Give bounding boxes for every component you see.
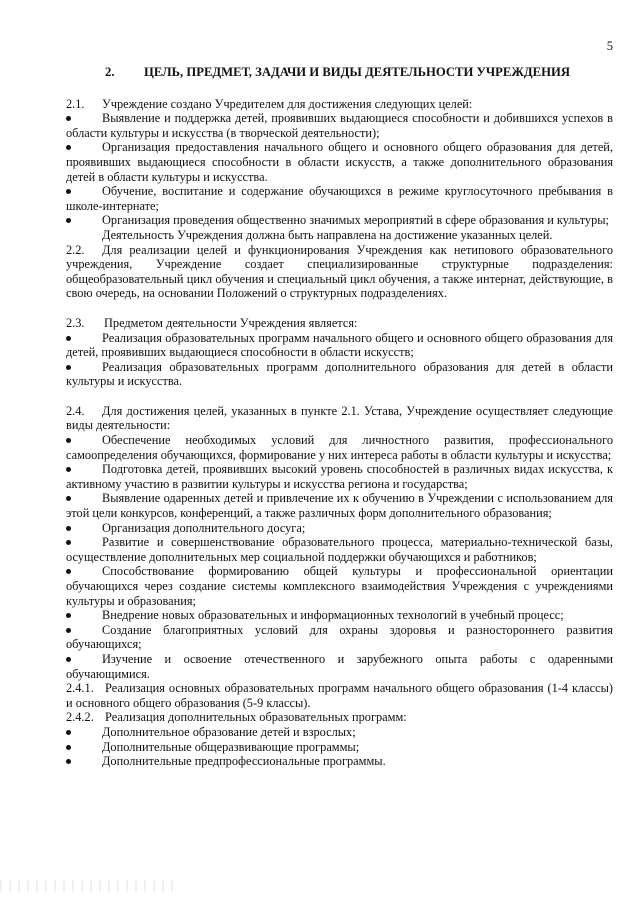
- list-item-text: Дополнительное образование детей и взрослых;: [102, 724, 356, 739]
- list-item: [66, 213, 613, 228]
- list-item: [66, 652, 613, 681]
- clause-2-3: [66, 316, 613, 331]
- bullet-icon: [66, 145, 71, 150]
- clause-text: Предметом деятельности Учреждения является:: [104, 315, 358, 330]
- list-item-text: Создание благоприятных условий для охраны здоровья и разностороннего развития обучающихся;: [66, 622, 613, 652]
- list-item-text: Реализация образовательных программ дополнительного образования для детей в области культуры и искусства.: [66, 359, 613, 389]
- list-item-text: Дополнительные общеразвивающие программы;: [102, 739, 360, 754]
- list-item: [66, 360, 613, 389]
- clause-number: 2.3.: [66, 315, 85, 330]
- list-item: [66, 491, 613, 520]
- clause-text: Учреждение создано Учредителем для достижения следующих целей:: [102, 96, 473, 111]
- list-item-text: Выявление и поддержка детей, проявивших выдающиеся способности и добившихся успехов в области культуры и искусства (в творческой деятельности);: [66, 111, 613, 140]
- bullet-icon: [66, 116, 71, 121]
- section-heading-number: 2.: [105, 65, 115, 79]
- list-item: [66, 140, 613, 184]
- list-item: [66, 608, 613, 623]
- list-item: [66, 535, 613, 564]
- bullet-icon: [66, 336, 71, 341]
- list-item-text: Подготовка детей, проявивших высокий уровень способностей в различных видах искусства, к активному участию в развитии культуры и искусства региона и государства;: [66, 462, 613, 491]
- bullet-icon: [66, 759, 71, 764]
- clause-2-4: [66, 404, 613, 433]
- list-item: [66, 754, 613, 769]
- bullet-icon: [66, 745, 71, 750]
- clause-2-1: [66, 97, 613, 112]
- list-item: [66, 433, 613, 462]
- list-item: [66, 111, 613, 140]
- bullet-icon: [66, 467, 71, 472]
- clause-number: 2.4.2.: [66, 710, 94, 725]
- bullet-icon: [66, 526, 71, 531]
- bullet-icon: [66, 657, 71, 662]
- list-item-text: Реализация образовательных программ начального общего и основного общего образования для детей, проявивших выдающиеся способности в области искусств;: [66, 330, 613, 360]
- list-item-text: Развитие и совершенствование образовательного процесса, материально-технической базы, осуществление дополнительных мер социальной поддержки обучающихся и работников;: [66, 535, 613, 564]
- clause-number: 2.1.: [66, 96, 85, 111]
- list-item-text: Способствование формированию общей культуры и профессиональной ориентации обучающихся через создание системы комплексного взаимодействия Учреждения с учреждениями культуры и образования;: [66, 564, 613, 608]
- bullet-icon: [66, 730, 71, 735]
- clause-text: Для достижения целей, указанных в пункте 2.1. Устава, Учреждение осуществляет следующие виды деятельности:: [66, 403, 613, 433]
- list-item: [66, 462, 613, 491]
- list-item-text: Обеспечение необходимых условий для личностного развития, профессионального самоопределения обучающихся, формирование у них интереса работы в области культуры и искусства;: [66, 433, 613, 462]
- scan-artifact: [0, 880, 180, 892]
- list-item-text: Внедрение новых образовательных и информационных технологий в учебный процесс;: [102, 608, 564, 623]
- clause-2-2: [66, 243, 613, 301]
- bullet-icon: [66, 628, 71, 633]
- bullet-icon: [66, 540, 71, 545]
- clause-closing-text: Деятельность Учреждения должна быть направлена на достижение указанных целей.: [102, 227, 553, 242]
- bullet-icon: [66, 496, 71, 501]
- list-item: [66, 740, 613, 755]
- clause-text: Реализация основных образовательных программ начального общего образования (1-4 классы) и основного общего образования (5-9 классы).: [66, 681, 613, 710]
- list-item-text: Обучение, воспитание и содержание обучающихся в режиме круглосуточного пребывания в школе-интернате;: [66, 184, 613, 213]
- list-item: [66, 331, 613, 360]
- clause-text: Для реализации целей и функционирования Учреждения как нетипового образовательного учреждения, Учреждение создает специализированные структурные подразделения: общеобразовательный цикл обучения и специальный цикл обучения, а также интернат, действующие, в свою очередь, на основании Положений о структурных подразделениях.: [66, 242, 613, 301]
- bullet-icon: [66, 218, 71, 223]
- list-item-text: Организация дополнительного досуга;: [102, 520, 306, 535]
- document-page: [66, 65, 613, 769]
- list-item: [66, 564, 613, 608]
- clause-number: 2.2.: [66, 242, 85, 257]
- list-item-text: Дополнительные предпрофессиональные программы.: [102, 754, 386, 769]
- clause-2-4-2: [66, 710, 613, 725]
- bullet-icon: [66, 438, 71, 443]
- list-item: [66, 184, 613, 213]
- list-item-text: Выявление одаренных детей и привлечение их к обучению в Учреждении с использованием для этой цели конкурсов, конференций, а также различных форм дополнительного образования;: [66, 491, 613, 521]
- bullet-icon: [66, 365, 71, 370]
- clause-2-4-1: [66, 681, 613, 710]
- page-number: 5: [606, 39, 613, 53]
- bullet-icon: [66, 569, 71, 574]
- section-heading-title: ЦЕЛЬ, ПРЕДМЕТ, ЗАДАЧИ И ВИДЫ ДЕЯТЕЛЬНОСТИ УЧРЕЖДЕНИЯ: [144, 65, 571, 79]
- clause-text: Реализация дополнительных образовательных программ:: [105, 710, 407, 725]
- list-item: [66, 521, 613, 536]
- clause-number: 2.4.: [66, 403, 85, 418]
- list-item: [66, 725, 613, 740]
- list-item: [66, 623, 613, 652]
- bullet-icon: [66, 189, 71, 194]
- section-heading: [66, 65, 613, 80]
- clause-number: 2.4.1.: [66, 681, 94, 696]
- list-item-text: Организация проведения общественно значимых мероприятий в сфере образования и культуры;: [102, 213, 609, 228]
- list-item-text: Изучение и освоение отечественного и зарубежного опыта работы с одаренными обучающимися.: [66, 651, 613, 681]
- bullet-icon: [66, 613, 71, 618]
- list-item-text: Организация предоставления начального общего и основного общего образования для детей, проявивших выдающиеся способности в области искусств, а также дополнительного образования детей в области культуры и искусства.: [66, 140, 613, 184]
